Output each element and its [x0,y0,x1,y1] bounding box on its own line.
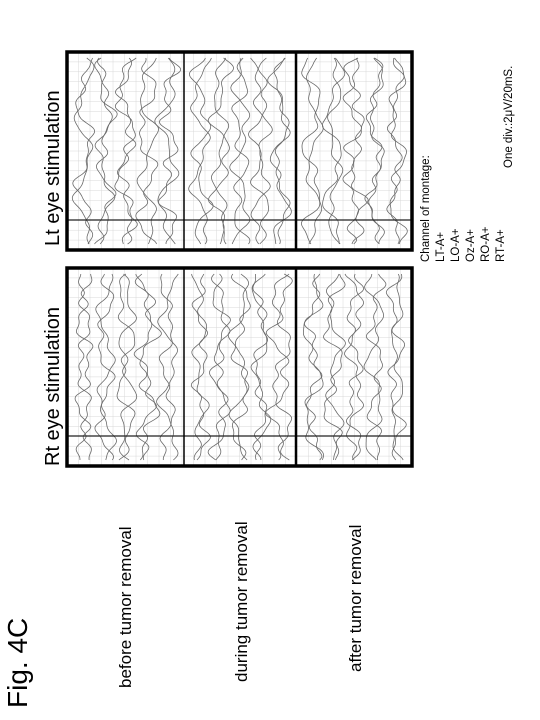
legend-channel: Oz-A+ [465,229,477,262]
legend-channel: RO-A+ [480,226,492,262]
stimulation-label-right-eye: Rt eye stimulation [42,307,64,466]
panel-right-eye-stimulation [67,268,412,466]
legend-title: Channel of montage: [420,155,432,262]
stimulation-label-left-eye: Lt eye stimulation [42,90,64,246]
legend-channel: LT-A+ [435,231,447,262]
legend-channel: RT-A+ [495,229,507,262]
condition-label-after: after tumor removal [346,524,365,672]
scale-note: One div.:2μV/20mS. [503,65,515,168]
panel-left-eye-stimulation [67,52,412,250]
condition-label-before: before tumor removal [116,526,135,688]
condition-label-during: during tumor removal [232,521,251,682]
figure-label: Fig. 4C [2,617,33,708]
legend-channel: LO-A+ [450,228,462,262]
